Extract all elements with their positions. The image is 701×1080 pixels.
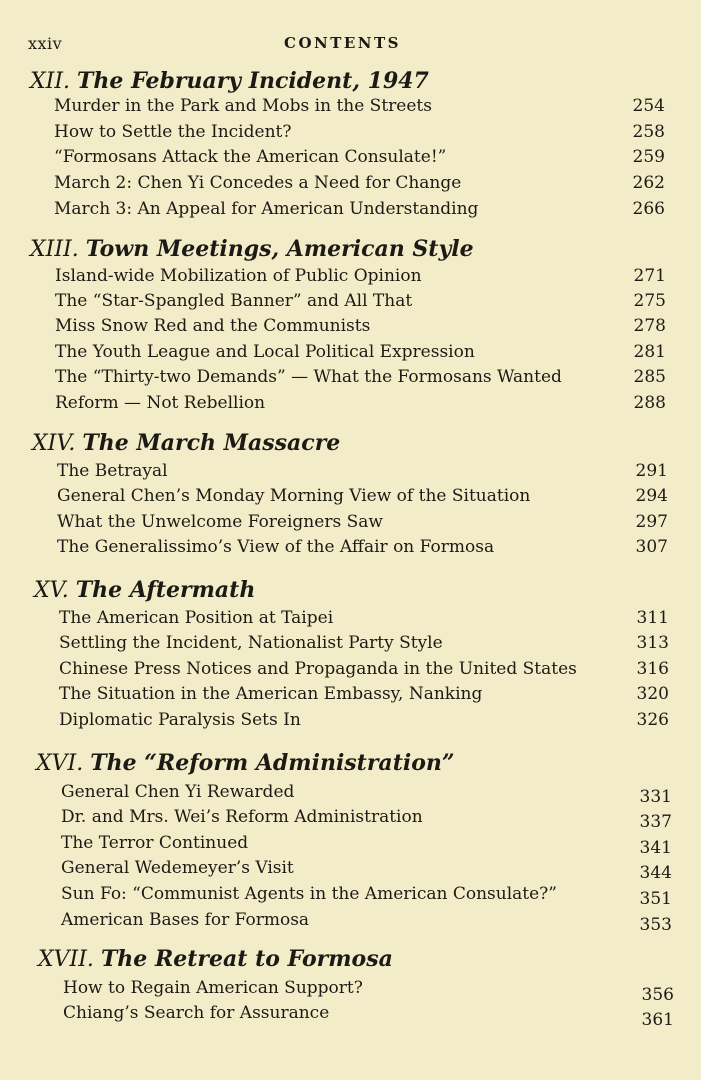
toc-entry-page: 337	[639, 812, 672, 832]
chapter-number: XVI.	[36, 751, 84, 776]
toc-entry[interactable]	[55, 342, 666, 366]
toc-entry[interactable]	[59, 633, 669, 657]
toc-entry-page: 294	[635, 486, 668, 506]
page-folio: xxiv	[28, 34, 63, 53]
toc-entry[interactable]	[61, 858, 672, 882]
toc-entry[interactable]	[59, 684, 669, 708]
toc-entry[interactable]	[57, 486, 668, 510]
toc-entry[interactable]	[63, 978, 674, 1005]
toc-entry-page: 361	[641, 1010, 674, 1030]
toc-entry-label: Chiang’s Search for Assurance	[63, 1003, 330, 1023]
toc-entry-label: Reform — Not Rebellion	[55, 393, 266, 413]
chapter-heading	[30, 236, 474, 262]
toc-entry-label: Dr. and Mrs. Wei’s Reform Administration	[61, 807, 423, 827]
toc-entry-label: Diplomatic Paralysis Sets In	[59, 710, 301, 730]
toc-entry-label: The “Star-Spangled Banner” and All That	[55, 291, 413, 311]
toc-entry-page: 326	[636, 710, 669, 730]
toc-entry[interactable]	[61, 782, 672, 806]
toc-entry-label: General Chen’s Monday Morning View of the Situation	[57, 486, 531, 506]
chapter-heading	[34, 577, 255, 603]
toc-entry[interactable]	[63, 1003, 674, 1030]
toc-entry-label: General Wedemeyer’s Visit	[61, 858, 294, 878]
toc-entry-label: The Betrayal	[57, 461, 168, 481]
toc-entry-page: 275	[633, 291, 666, 311]
chapter-heading	[38, 946, 393, 972]
toc-entry[interactable]	[55, 367, 666, 391]
chapter-heading	[32, 430, 340, 456]
chapter-heading	[36, 750, 455, 776]
toc-entry-page: 320	[636, 684, 669, 704]
toc-entry-page: 356	[641, 985, 674, 1005]
chapter-number: XII.	[30, 69, 71, 94]
toc-entry[interactable]	[57, 461, 668, 485]
toc-entry-label: The Terror Continued	[61, 833, 249, 853]
chapter-title: The Aftermath	[75, 577, 256, 603]
toc-entry-label: “Formosans Attack the American Consulate!”	[54, 147, 447, 167]
chapter-title: The Retreat to Formosa	[100, 946, 393, 972]
chapter-number: XV.	[34, 578, 69, 603]
toc-entry-label: How to Regain American Support?	[63, 978, 363, 998]
toc-entry-page: 291	[635, 461, 668, 481]
toc-entry-label: The Generalissimo’s View of the Affair on Formosa	[57, 537, 495, 557]
toc-entry-label: General Chen Yi Rewarded	[61, 782, 295, 802]
chapter-title: The February Incident, 1947	[77, 68, 429, 94]
toc-entry-label: American Bases for Formosa	[61, 910, 310, 930]
toc-entry[interactable]	[55, 266, 666, 290]
toc-entry-page: 271	[633, 266, 666, 286]
toc-entry-page: 353	[639, 915, 672, 935]
chapter-heading	[30, 68, 429, 94]
toc-entry[interactable]	[61, 833, 672, 857]
toc-entry-label: The American Position at Taipei	[59, 608, 334, 628]
toc-entry-page: 258	[632, 122, 665, 142]
toc-entry-page: 331	[639, 787, 672, 807]
toc-entry[interactable]	[54, 199, 665, 223]
toc-entry-page: 285	[633, 367, 666, 387]
toc-entry-label: Sun Fo: “Communist Agents in the American Consulate?”	[61, 884, 557, 904]
toc-entry-label: Island-wide Mobilization of Public Opinion	[55, 266, 422, 286]
toc-entry-page: 262	[632, 173, 665, 193]
toc-entry[interactable]	[61, 910, 672, 934]
toc-entry-label: Miss Snow Red and the Communists	[55, 316, 371, 336]
toc-entry[interactable]	[55, 393, 666, 417]
toc-entry-page: 254	[632, 96, 665, 116]
toc-entry[interactable]	[54, 173, 665, 197]
toc-entry-label: Murder in the Park and Mobs in the Streets	[54, 96, 432, 116]
running-head	[28, 34, 411, 54]
toc-entry-label: Chinese Press Notices and Propaganda in the United States	[59, 659, 577, 679]
toc-entry-page: 297	[635, 512, 668, 532]
toc-entry[interactable]	[61, 884, 672, 908]
toc-entry-page: 288	[633, 393, 666, 413]
toc-entry[interactable]	[54, 122, 665, 146]
toc-entry-label: March 3: An Appeal for American Understanding	[54, 199, 479, 219]
toc-entry-page: 313	[636, 633, 669, 653]
toc-entry-page: 266	[632, 199, 665, 219]
toc-entry-page: 278	[633, 316, 666, 336]
chapter-number: XVII.	[38, 947, 94, 972]
toc-entry[interactable]	[57, 512, 668, 536]
toc-entry[interactable]	[54, 96, 665, 120]
toc-entry-page: 307	[635, 537, 668, 557]
chapter-title: Town Meetings, American Style	[85, 236, 474, 262]
chapter-number: XIV.	[32, 431, 76, 456]
toc-entry-label: The Situation in the American Embassy, Nanking	[59, 684, 483, 704]
toc-entry[interactable]	[55, 316, 666, 340]
toc-entry[interactable]	[59, 710, 669, 734]
toc-entry-page: 351	[639, 889, 672, 909]
toc-entry-page: 344	[639, 863, 672, 883]
toc-entry[interactable]	[55, 291, 666, 315]
toc-entry-label: March 2: Chen Yi Concedes a Need for Change	[54, 173, 462, 193]
toc-entry[interactable]	[54, 147, 665, 171]
toc-entry-page: 259	[632, 147, 665, 167]
page-title: CONTENTS	[284, 34, 402, 52]
toc-entry-label: The “Thirty-two Demands” — What the Formosans Wanted	[55, 367, 562, 387]
toc-entry-page: 281	[633, 342, 666, 362]
toc-entry[interactable]	[61, 807, 672, 831]
chapter-number: XIII.	[30, 237, 79, 262]
toc-entry-page: 311	[636, 608, 669, 628]
toc-entry-page: 316	[636, 659, 669, 679]
chapter-title: The “Reform Administration”	[90, 750, 455, 776]
toc-entry-label: How to Settle the Incident?	[54, 122, 292, 142]
toc-entry[interactable]	[59, 608, 669, 632]
toc-entry-label: What the Unwelcome Foreigners Saw	[57, 512, 383, 532]
toc-entry-label: The Youth League and Local Political Expression	[55, 342, 475, 362]
toc-entry[interactable]	[59, 659, 669, 683]
toc-entry-label: Settling the Incident, Nationalist Party Style	[59, 633, 443, 653]
toc-entry[interactable]	[57, 537, 668, 561]
chapter-title: The March Massacre	[82, 430, 341, 456]
toc-entry-page: 341	[639, 838, 672, 858]
